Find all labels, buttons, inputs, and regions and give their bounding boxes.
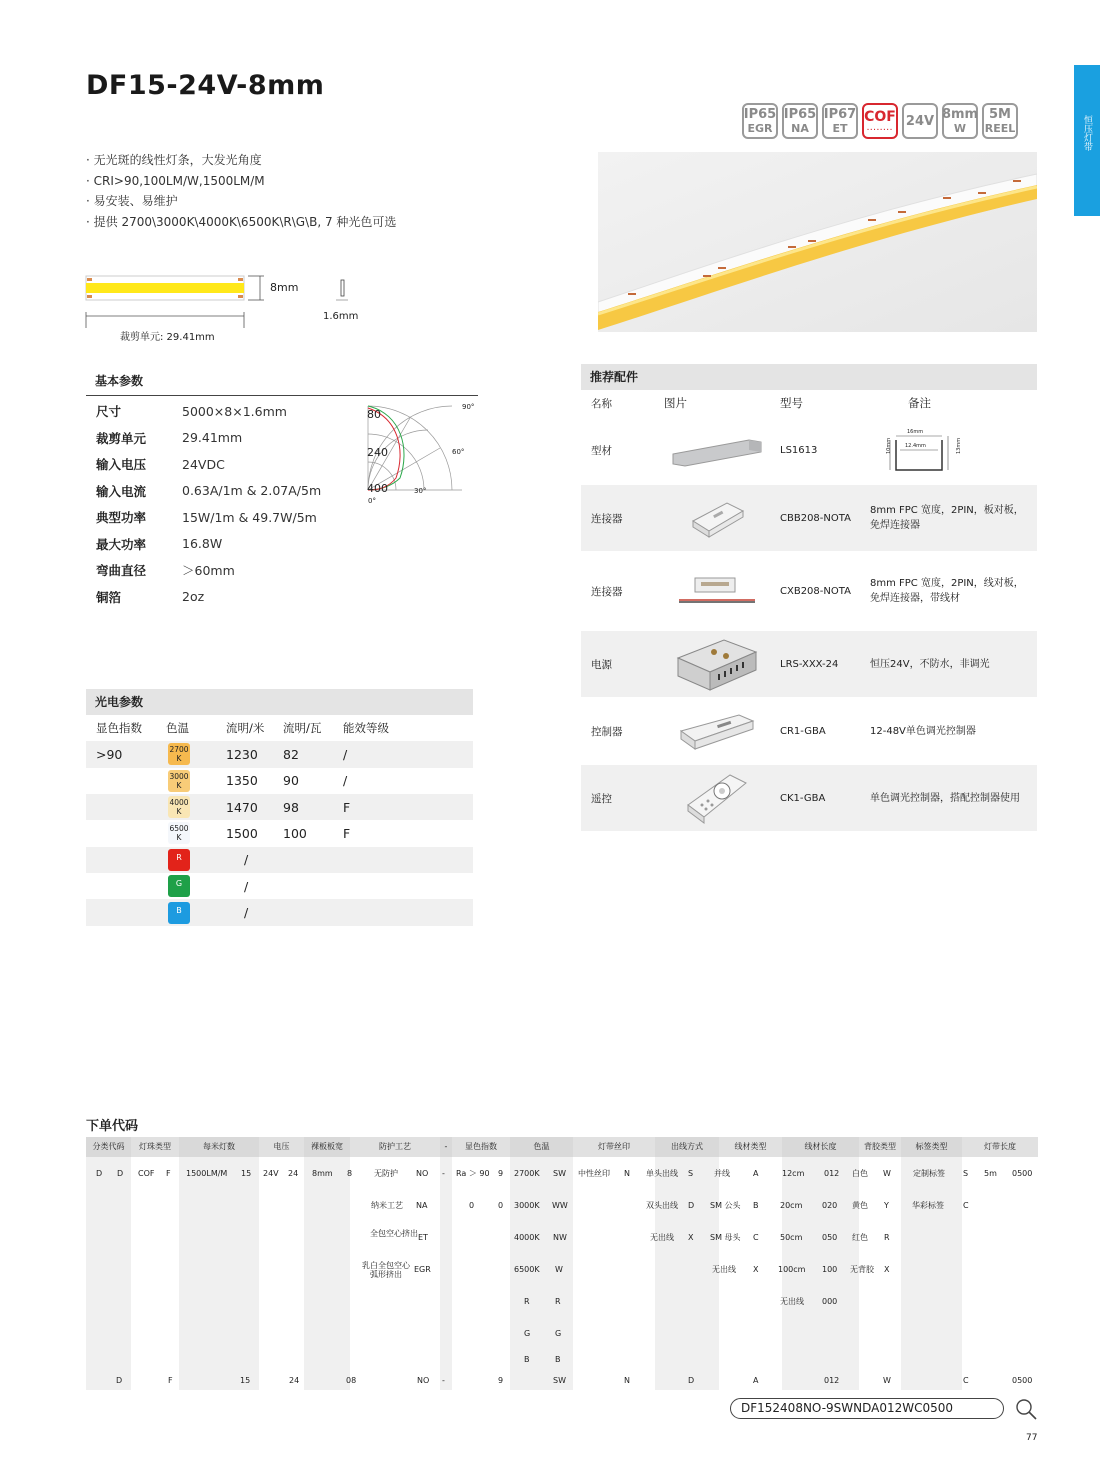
accessory-name: 连接器 [591,512,623,525]
order-cell: 24V [263,1169,279,1178]
badge-top: COF [864,109,896,125]
order-header-cell: 线材类型 [719,1137,782,1157]
order-header-cell: - [440,1137,452,1157]
oe-row [86,873,473,900]
order-cell: W [555,1265,563,1274]
strip-thickness-label: 1.6mm [323,311,359,322]
order-cell: S [688,1169,694,1178]
order-cell: 2700K [514,1169,540,1178]
order-cell: 012 [824,1376,840,1385]
order-cell: 0500 [1012,1169,1033,1178]
badge-5m-reel [982,103,1018,139]
basic-param-row [86,557,376,584]
order-cell: 0 [469,1201,475,1210]
order-header-cell: 灯带长度 [962,1137,1038,1157]
order-cell: D [117,1169,124,1178]
polar-r3: 400 [367,482,388,495]
polar-a60: 60° [452,448,465,456]
badge-bottom: ........ [866,125,894,132]
feature-badges [742,103,1018,139]
badge-bottom: REEL [984,122,1016,135]
accessory-note: 8mm FPC 宽度，2PIN，板对板，免焊连接器 [870,505,1024,531]
basic-param-value: 5000×8×1.6mm [182,403,287,419]
basic-param-row [86,584,376,611]
page-title: DF15-24V-8mm [86,70,325,101]
accessory-note: 单色调光控制器，搭配控制器使用 [870,792,1020,804]
accessory-name: 型材 [591,444,612,457]
accessory-row [581,417,1037,483]
badge-bottom: NA [791,122,809,135]
order-header-cell: 裸板板宽 [304,1137,350,1157]
accessory-image-wire [654,574,780,608]
order-cell: 并线 [714,1169,730,1178]
order-cell: C [753,1233,759,1242]
profile-dim-w: 16mm [907,429,924,435]
order-header-cell: 灯珠类型 [131,1137,179,1157]
accessory-row [581,698,1037,764]
oe-efficiency-grade: / [343,773,348,789]
badge-top: IP65 [783,107,817,122]
led-strip-photo [598,152,1037,332]
accessories-title: 推荐配件 [581,364,1037,390]
accessory-header-cell: 图片 [664,396,687,410]
order-cell: 15 [241,1169,252,1178]
order-cell: 无出线 [712,1265,736,1274]
order-cell: 12cm [782,1169,805,1178]
color-chip: 2700 K [169,745,189,764]
accessory-model: CBB208-NOTA [780,512,851,524]
search-icon[interactable] [1014,1397,1038,1421]
basic-param-row [86,451,376,478]
order-cell: 1500LM/M [186,1169,228,1178]
polar-a0: 0° [368,497,376,505]
order-cell: 中性丝印 [578,1169,610,1178]
basic-param-row [86,531,376,558]
order-cell: NW [553,1233,567,1242]
order-cell: 3000K [514,1201,540,1210]
oe-lumen-per-m: / [244,852,249,868]
oe-row [86,899,473,926]
oe-header-cell: 显色指数 [96,721,142,735]
basic-param-row [86,504,376,531]
order-cell: 50cm [780,1233,803,1242]
basic-param-key: 最大功率 [96,536,147,552]
polar-r2: 240 [367,446,388,459]
cut-unit-label: 裁剪单元: 29.41mm [120,332,215,343]
order-cell: C [963,1376,969,1385]
basic-param-row [86,478,376,505]
accessory-name: 遥控 [591,792,612,805]
order-cell: W [883,1169,891,1178]
basic-param-value: 15W/1m & 49.7W/5m [182,509,317,525]
oe-lumen-per-w: 98 [283,799,299,815]
order-cell: C [963,1201,969,1210]
polar-a30: 30° [414,487,427,495]
order-code-title: 下单代码 [86,1119,139,1134]
accessory-model: CR1-GBA [780,725,826,737]
order-cell: X [884,1265,890,1274]
order-cell: 6500K [514,1265,540,1274]
oe-lumen-per-w: 90 [283,773,299,789]
accessory-note [870,420,1037,480]
feature-item: · 提供 2700\3000K\4000K\6500K\R\G\B, 7 种光色可选 [86,214,397,229]
oe-cct-cell [166,822,226,844]
order-header-cell: 显色指数 [452,1137,510,1157]
product-photo [598,152,1037,332]
order-cell: - [442,1169,445,1178]
accessory-image-controller [654,711,780,751]
order-cell: 9 [498,1376,504,1385]
oe-cct-cell [166,875,226,897]
accessory-note: 12-48V单色调光控制器 [870,725,976,737]
order-cell: 24 [288,1169,299,1178]
accessory-row [581,558,1037,624]
accessory-model: CK1-GBA [780,792,826,804]
order-cell: SM 母头 [710,1233,741,1242]
strip-width-label: 8mm [270,281,299,294]
accessory-image-profile [654,432,780,468]
order-cell: 020 [822,1201,838,1210]
basic-params-title: 基本参数 [86,368,478,396]
profile-dim-inner: 12.4mm [905,443,926,449]
order-cell: 红色 [852,1233,868,1242]
order-cell: ET [418,1233,428,1242]
order-cell: 100cm [778,1265,806,1274]
profile-dim-h: 10mm [886,437,892,454]
order-cell: W [883,1376,891,1385]
order-cell: S [963,1169,969,1178]
order-cell: 20cm [780,1201,803,1210]
badge-24v [902,103,938,139]
order-cell: 000 [822,1297,838,1306]
order-cell: SW [553,1169,566,1178]
badge-ip67-et [822,103,858,139]
order-cell: 050 [822,1233,838,1242]
accessory-model: LS1613 [780,444,818,456]
order-cell: 无防护 [374,1169,398,1178]
basic-param-key: 尺寸 [96,404,122,420]
order-header-cell: 灯带丝印 [573,1137,655,1157]
oe-lumen-per-m: 1350 [226,773,258,789]
order-cell: 0500 [1012,1376,1033,1385]
color-chip: G [168,875,190,897]
accessory-image-remote [654,771,780,825]
oe-row [86,820,473,847]
oe-efficiency-grade: F [343,825,351,841]
order-cell: COF [138,1169,155,1178]
accessory-header-cell: 备注 [908,395,931,410]
feature-list [86,150,396,232]
order-cell: F [166,1169,171,1178]
oe-cct-cell [166,902,226,924]
order-header-cell: 背胶类型 [859,1137,901,1157]
order-cell: SM 公头 [710,1201,741,1210]
oe-params-header [86,715,473,741]
basic-param-value: ＞60mm [182,563,235,579]
basic-param-value: 24VDC [182,456,225,472]
oe-lumen-per-m: 1470 [226,799,258,815]
accessory-header-cell: 型号 [780,396,803,410]
order-cell: 8 [347,1169,353,1178]
color-chip: 6500 K [169,824,189,843]
feature-item: · 易安装、易维护 [86,194,178,208]
accessory-row [581,485,1037,551]
order-cell: NO [416,1169,429,1178]
basic-params-table [86,398,376,610]
order-cell: 08 [346,1376,357,1385]
oe-cct-cell [166,743,226,765]
basic-param-row [86,425,376,452]
order-column-bg [86,1157,131,1390]
order-cell: Ra ＞ 90 [456,1169,490,1178]
accessory-image-clip [654,497,780,539]
order-cell: 无背胶 [850,1265,874,1274]
order-cell: 华彩标签 [912,1201,944,1210]
polar-r1: 80 [367,408,381,421]
oe-lumen-per-m: / [244,905,249,921]
basic-param-key: 铜箔 [96,589,122,605]
oe-row [86,847,473,874]
order-cell: 纳米工艺 [371,1201,403,1210]
order-cell: X [688,1233,694,1242]
badge-top: IP67 [823,107,857,122]
order-header-cell: 电压 [259,1137,304,1157]
order-cell: NA [416,1201,428,1210]
polar-a90: 90° [462,403,475,411]
feature-item: · CRI>90,100LM/W,1500LM/M [86,173,265,188]
badge-bottom: EGR [747,122,773,135]
color-chip: 4000 K [169,798,189,817]
oe-row [86,794,473,821]
badge-top: 8mm [941,107,979,122]
order-cell: B [555,1355,561,1364]
accessory-row [581,631,1037,697]
order-cell: 全包空心挤出 [370,1229,418,1238]
order-cell: A [753,1376,759,1385]
accessory-note: 恒压24V，不防水，非调光 [870,658,990,670]
order-cell: G [524,1329,531,1338]
oe-efficiency-grade: / [343,746,348,762]
oe-header-cell: 流明/瓦 [283,721,322,735]
order-header-cell: 出线方式 [655,1137,719,1157]
order-column-bg [655,1157,719,1390]
basic-param-key: 典型功率 [96,510,147,526]
order-header-cell: 防护工艺 [350,1137,440,1157]
order-cell: 乳白全包空心弧形挤出 [362,1261,410,1279]
basic-param-value: 0.63A/1m & 2.07A/5m [182,483,322,499]
badge-bottom: W [953,122,967,135]
badge-ip65-na [782,103,818,139]
order-header-cell: 分类代码 [86,1137,131,1157]
accessory-header-cell: 名称 [591,397,612,410]
order-cell: 定制标签 [913,1169,945,1178]
order-cell: N [624,1169,630,1178]
oe-cri: >90 [96,746,123,762]
order-cell: 黄色 [852,1201,868,1210]
accessories-header [581,390,1037,416]
color-chip: R [168,849,190,871]
order-header-cell: 标签类型 [901,1137,962,1157]
basic-param-row [86,398,376,425]
side-tab-label: 恒压灯带 [1082,115,1092,151]
oe-cct-cell [166,770,226,792]
order-cell: F [168,1376,173,1385]
page-number: 77 [1026,1433,1038,1443]
order-header-cell: 线材长度 [782,1137,859,1157]
order-cell: NO [417,1376,430,1385]
oe-row [86,767,473,794]
order-cell: EGR [414,1265,431,1274]
accessory-row [581,765,1037,831]
order-column-bg [440,1157,452,1390]
order-cell: D [96,1169,103,1178]
accessory-model: LRS-XXX-24 [780,658,839,670]
order-cell: 无出线 [650,1233,674,1242]
category-side-tab[interactable] [1074,65,1100,216]
profile-dim-h2: 13mm [956,437,962,454]
oe-header-cell: 能效等级 [343,721,389,735]
feature-item: · 无光斑的线性灯条，大发光角度 [86,153,262,167]
badge-top: 5M [989,107,1011,122]
order-cell: 无出线 [780,1297,804,1306]
order-cell: 15 [240,1376,251,1385]
order-cell: 5m [984,1169,997,1178]
order-cell: 单头出线 [646,1169,678,1178]
oe-header-cell: 流明/米 [226,721,265,735]
basic-param-value: 29.41mm [182,430,243,446]
order-cell: D [688,1201,695,1210]
accessory-name: 连接器 [591,585,623,598]
order-column-bg [901,1157,962,1390]
order-cell: B [753,1201,759,1210]
order-cell: 0 [498,1201,504,1210]
oe-cct-cell [166,796,226,818]
accessory-note: 8mm FPC 宽度，2PIN，线对板，免焊连接器，带线材 [870,578,1024,604]
order-cell: - [442,1376,445,1385]
badge-top: IP65 [743,107,777,122]
badge-8mm-width [942,103,978,139]
oe-params-title: 光电参数 [86,689,473,715]
order-cell: 100 [822,1265,838,1274]
badge-ip65-egr [742,103,778,139]
order-cell: R [524,1297,530,1306]
oe-lumen-per-m: / [244,878,249,894]
oe-lumen-per-m: 1500 [226,825,258,841]
basic-param-key: 弯曲直径 [96,563,147,579]
order-column-bg [179,1157,259,1390]
color-chip: 3000 K [169,771,189,790]
badge-bottom: ET [832,122,848,135]
oe-cct-cell [166,849,226,871]
order-code-result[interactable]: DF152408NO-9SWNDA012WC0500 [730,1398,1004,1419]
order-cell: 24 [289,1376,300,1385]
basic-param-value: 16.8W [182,536,223,552]
oe-lumen-per-w: 100 [283,825,307,841]
accessory-name: 控制器 [591,725,623,738]
order-cell: X [753,1265,759,1274]
oe-lumen-per-m: 1230 [226,746,258,762]
order-cell: 012 [824,1169,840,1178]
basic-param-key: 裁剪单元 [96,430,147,446]
basic-param-key: 输入电压 [96,457,147,473]
order-cell: D [116,1376,123,1385]
order-cell: D [688,1376,695,1385]
badge-top: 24V [905,113,935,129]
oe-lumen-per-w: 82 [283,746,299,762]
order-cell: A [753,1169,759,1178]
accessory-image-psu [654,636,780,692]
oe-efficiency-grade: F [343,799,351,815]
order-cell: B [524,1355,530,1364]
order-cell: Y [884,1201,889,1210]
order-cell: R [884,1233,890,1242]
accessory-model: CXB208-NOTA [780,585,851,597]
order-header-cell: 色温 [510,1137,573,1157]
order-cell: 白色 [852,1169,868,1178]
basic-param-value: 2oz [182,589,205,605]
order-cell: 双头出线 [646,1201,678,1210]
order-cell: R [555,1297,561,1306]
color-chip: B [168,902,190,924]
badge-cof [862,103,898,139]
order-cell: SW [553,1376,566,1385]
order-code-grid [86,1137,1038,1390]
basic-param-key: 输入电流 [96,483,147,499]
order-cell: 9 [498,1169,504,1178]
oe-row [86,741,473,768]
accessory-name: 电源 [591,658,612,671]
oe-header-cell: 色温 [166,721,189,735]
order-cell: WW [552,1201,568,1210]
order-header-cell: 每米灯数 [179,1137,259,1157]
order-cell: 8mm [312,1169,333,1178]
order-cell: 4000K [514,1233,540,1242]
order-cell: N [624,1376,630,1385]
order-cell: G [555,1329,562,1338]
